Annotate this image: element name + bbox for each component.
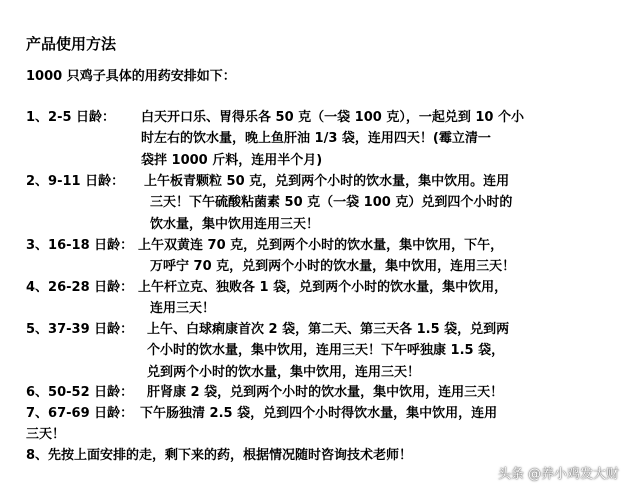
intro-line: 1000 只鸡子具体的用药安排如下：: [26, 69, 236, 84]
item-label: 1、2-5 日龄：: [26, 110, 116, 125]
item-line: 个小时的饮水量，集中饮用，连用三天！下午呼独康 1.5 袋，: [147, 343, 505, 358]
item-line: 上午、白球痢康首次 2 袋，第二天、第三天各 1.5 袋，兑到两: [147, 322, 510, 337]
item-label: 4、26-28 日龄：: [26, 280, 134, 295]
item-line: 万呼宁 70 克，兑到两个小时的饮水量，集中饮用，连用三天！: [150, 259, 516, 274]
item-label: 7、67-69 日龄：: [26, 406, 134, 421]
item-line: 上午板青颗粒 50 克，兑到两个小时的饮水量，集中饮用。连用: [144, 174, 510, 189]
item-label: 6、50-52 日龄：: [26, 385, 134, 400]
item-line: 连用三天！: [150, 301, 216, 316]
item-line: 饮水量，集中饮用连用三天！: [150, 217, 320, 232]
item-line: 三天！下午硫酸粘菌素 50 克（一袋 100 克）兑到四个小时的: [150, 195, 513, 210]
watermark-text: 头条 @养小鸡发大财: [497, 467, 619, 482]
document-title: 产品使用方法: [26, 35, 117, 53]
item-line: 上午双黄连 70 克，兑到两个小时的饮水量，集中饮用，下午，: [138, 238, 504, 253]
item-line: 时左右的饮水量，晚上鱼肝油 1/3 袋，连用四天！(霉立清一: [141, 131, 491, 146]
item-line: 袋拌 1000 斤料，连用半个月): [141, 153, 323, 168]
item-line: 上午杆立克、独败各 1 袋，兑到两个小时的饮水量，集中饮用，: [138, 280, 508, 295]
item-line: 肝肾康 2 袋，兑到两个小时的饮水量，集中饮用，连用三天！: [147, 385, 504, 400]
item-label: 2、9-11 日龄：: [26, 174, 125, 189]
item-line: 白天开口乐、胃得乐各 50 克（一袋 100 克），一起兑到 10 个小: [141, 110, 524, 125]
item-line: 8、先按上面安排的走，剩下来的药，根据情况随时咨询技术老师！: [26, 448, 413, 463]
item-line: 三天！: [26, 427, 66, 442]
item-line: 下午肠独清 2.5 袋，兑到四个小时得饮水量，集中饮用，连用: [140, 406, 498, 421]
item-label: 5、37-39 日龄：: [26, 322, 134, 337]
item-label: 3、16-18 日龄：: [26, 238, 134, 253]
item-line: 兑到两个小时的饮水量，集中饮用，连用三天！: [147, 365, 421, 380]
